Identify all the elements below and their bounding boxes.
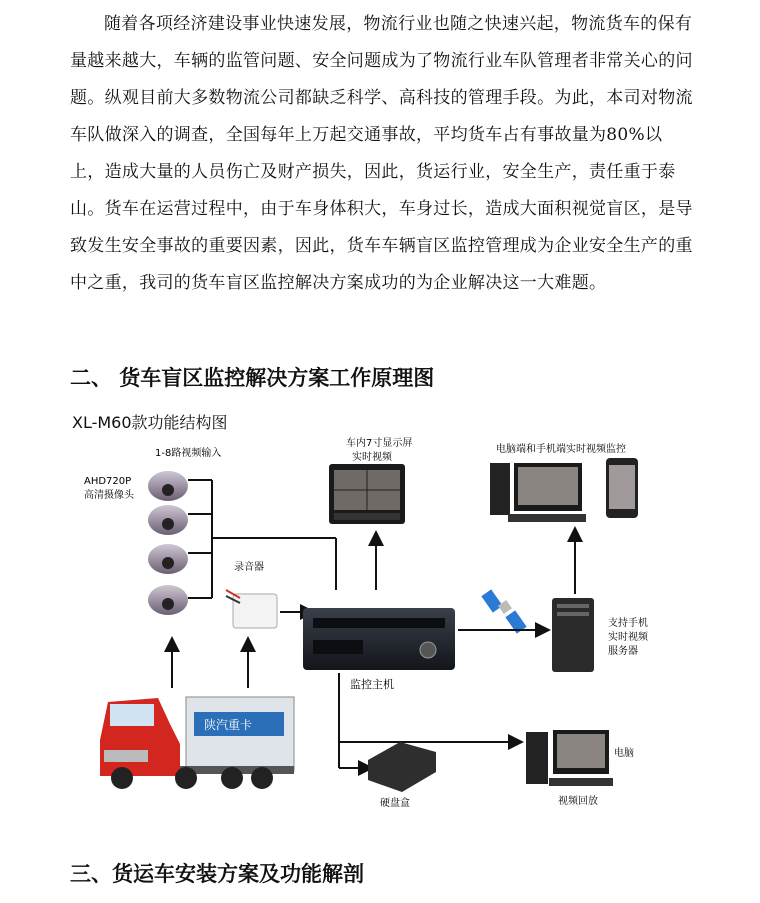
- intro-paragraph: 随着各项经济建设事业快速发展，物流行业也随之快速兴起，物流货车的保有量越来越大，车辆的监管问题、安全问题成为了物流行业车队管理者非常关心的问题。纵观目前大多数物流公司都缺乏科学、高科技的管理手段。为此，本司对物流车队做深入的调查，全国每年上万起交通事故，平均货车占有事故量为80%以上，造成大量的人员伤亡及财产损失，因此，货运行业，安全生产，责任重于泰山。货车在运营过程中，由于车身体积大，车身过长，造成大面积视觉盲区，是导致发生安全事故的重要因素，因此，货车车辆盲区监控管理成为企业安全生产的重中之重，我司的货车盲区监控解决方案成功的为企业解决这一大难题。: [70, 14, 693, 293]
- camera-1: [148, 471, 188, 501]
- disk-label: 硬盘盒: [380, 798, 410, 809]
- camera-3: [148, 544, 188, 574]
- monitoring-host: [303, 608, 455, 670]
- camera-2: [148, 505, 188, 535]
- playback-label: 视频回放: [558, 796, 598, 807]
- monitor-label-2: 实时视频: [352, 452, 392, 463]
- host-label: 监控主机: [350, 678, 394, 691]
- server-label-2: 实时视频: [608, 632, 648, 643]
- in-car-monitor: [329, 464, 405, 524]
- monitor-label-1: 车内7寸显示屏: [346, 438, 413, 449]
- pc-label: 电脑: [614, 748, 634, 759]
- camera-input-label: 1-8路视频输入: [155, 448, 222, 459]
- server: [552, 598, 594, 672]
- playback-pc: [526, 730, 613, 786]
- remote-phone: [606, 458, 638, 518]
- camera-label-2: 高清摄像头: [84, 490, 134, 501]
- server-label-3: 服务器: [608, 646, 638, 657]
- truck-illustration: [100, 697, 294, 789]
- satellite-icon: [481, 589, 526, 633]
- figure-title: XL-M60款功能结构图: [72, 413, 228, 432]
- section-2-title: 二、 货车盲区监控解决方案工作原理图: [70, 366, 435, 390]
- server-label-1: 支持手机: [608, 618, 648, 629]
- recorder-label: 录音器: [234, 562, 264, 573]
- section-3-title: 三、货运车安装方案及功能解剖: [70, 862, 364, 886]
- audio-recorder: [226, 590, 277, 628]
- camera-4: [148, 585, 188, 615]
- truck-brand: 陕汽重卡: [204, 718, 253, 732]
- remote-pc: [490, 463, 586, 522]
- hard-disk-box: [368, 742, 436, 792]
- camera-bus: [188, 480, 336, 598]
- camera-label-1: AHD720P: [84, 476, 132, 487]
- remote-label: 电脑端和手机端实时视频监控: [496, 444, 626, 455]
